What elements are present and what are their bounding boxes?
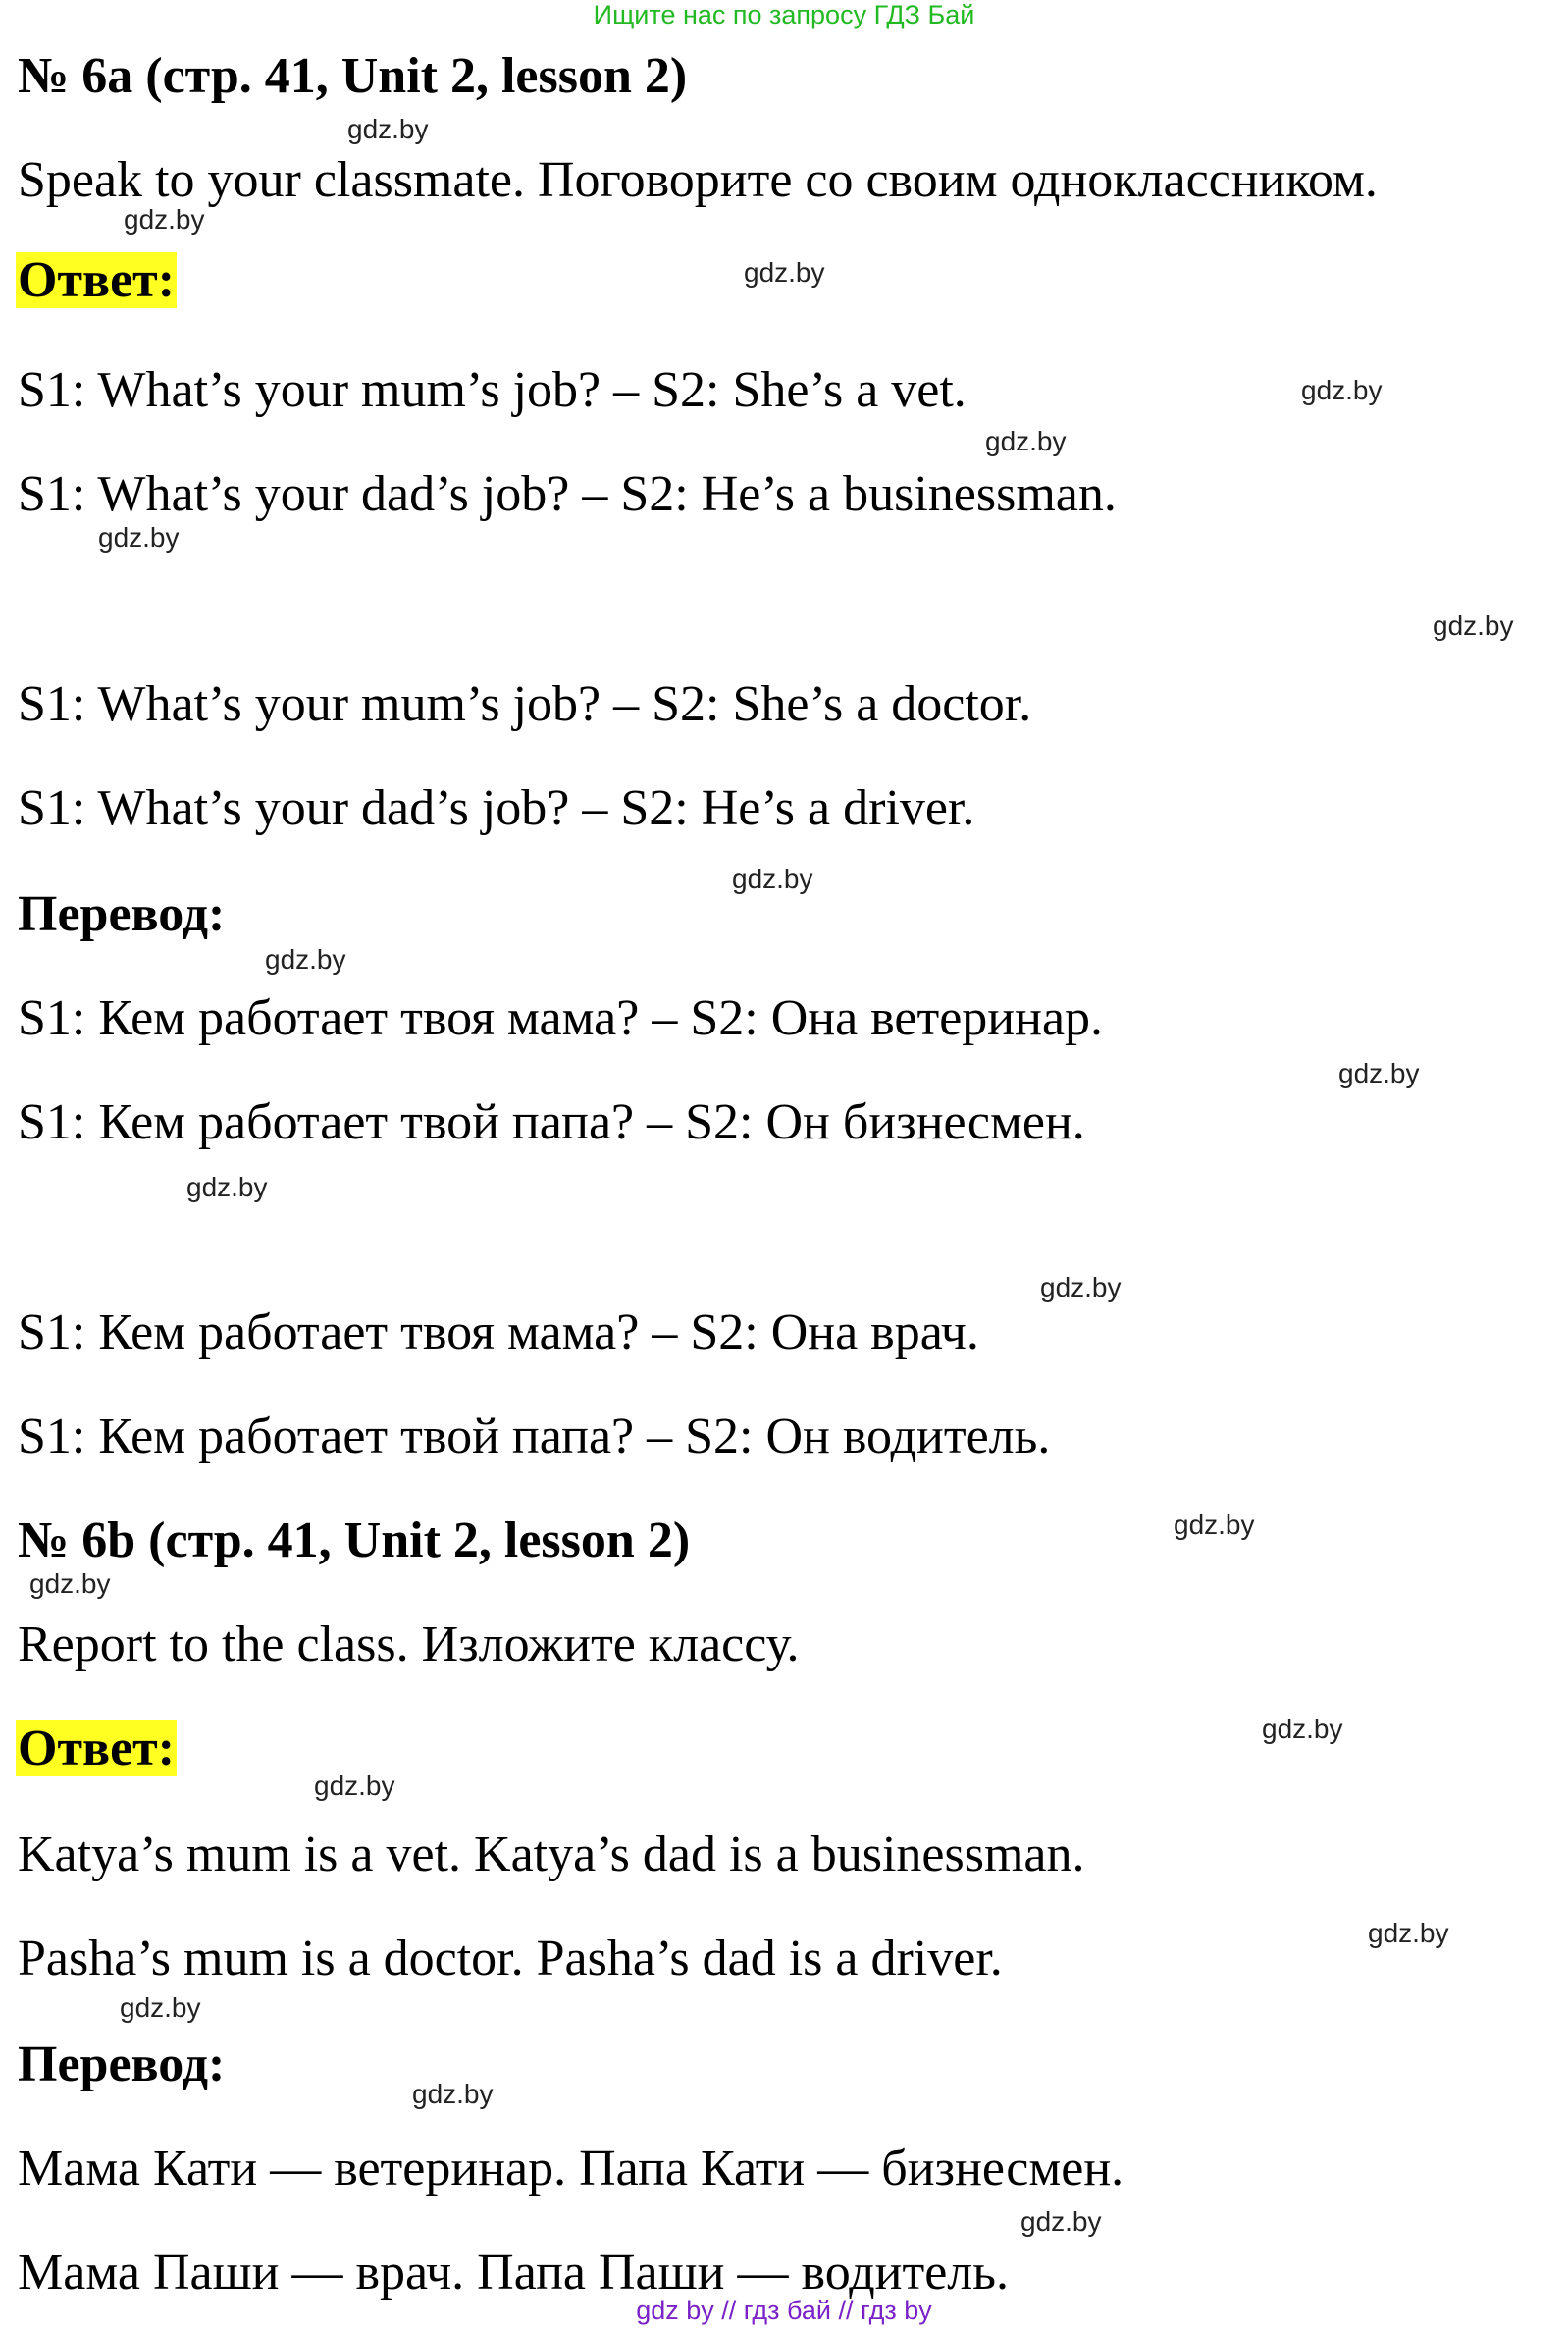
task-b-translation-line: Мама Кати — ветеринар. Папа Кати — бизнесмен.	[18, 2141, 1124, 2197]
task-b-heading: № 6b (стр. 41, Unit 2, lesson 2)	[18, 1512, 691, 1568]
watermark: gdz.by	[1040, 1272, 1122, 1302]
watermark: gdz.by	[314, 1771, 395, 1801]
task-a-answer-line: S1: What’s your mum’s job? – S2: She’s a vet.	[18, 362, 967, 418]
watermark: gdz.by	[985, 426, 1067, 456]
footer-links[interactable]: gdz by // гдз бай // гдз by	[636, 2296, 932, 2325]
watermark: gdz.by	[1368, 1918, 1449, 1948]
watermark: gdz.by	[744, 257, 825, 288]
task-b-translation-label: Перевод:	[18, 2037, 226, 2092]
task-a-answer-line: S1: What’s your dad’s job? – S2: He’s a businessman.	[18, 466, 1117, 522]
watermark: gdz.by	[1174, 1509, 1255, 1540]
task-a-instruction: Speak to your classmate. Поговорите со своим одноклассником.	[18, 152, 1378, 208]
task-b-answer-label: Ответ:	[18, 1720, 176, 1776]
task-a-answer-label: Ответ:	[18, 252, 176, 308]
watermark: gdz.by	[1262, 1714, 1343, 1744]
task-a-translation-line: S1: Кем работает твоя мама? – S2: Она ветеринар.	[18, 990, 1104, 1046]
top-banner-link[interactable]: Ищите нас по запросу ГДЗ Бай	[593, 0, 975, 29]
task-b-instruction: Report to the class. Изложите классу.	[18, 1616, 800, 1672]
task-a-answer-line: S1: What’s your mum’s job? – S2: She’s a doctor.	[18, 676, 1032, 732]
watermark: gdz.by	[1301, 375, 1383, 405]
watermark: gdz.by	[347, 114, 429, 144]
watermark: gdz.by	[29, 1568, 111, 1599]
watermark: gdz.by	[1338, 1058, 1420, 1088]
watermark: gdz.by	[98, 522, 180, 553]
task-a-answer-line: S1: What’s your dad’s job? – S2: He’s a driver.	[18, 780, 975, 836]
watermark: gdz.by	[1020, 2206, 1102, 2237]
task-b-answer-line: Pasha’s mum is a doctor. Pasha’s dad is a driver.	[18, 1931, 1003, 1986]
watermark: gdz.by	[124, 204, 205, 235]
task-a-heading: № 6a (стр. 41, Unit 2, lesson 2)	[18, 48, 688, 104]
task-a-translation-label: Перевод:	[18, 886, 226, 942]
watermark: gdz.by	[412, 2079, 494, 2109]
watermark: gdz.by	[732, 864, 813, 894]
task-b-answer-line: Katya’s mum is a vet. Katya’s dad is a businessman.	[18, 1826, 1085, 1882]
task-a-translation-line: S1: Кем работает твой папа? – S2: Он бизнесмен.	[18, 1094, 1085, 1150]
task-a-translation-line: S1: Кем работает твой папа? – S2: Он водитель.	[18, 1408, 1051, 1464]
watermark: gdz.by	[120, 1992, 201, 2023]
watermark: gdz.by	[186, 1172, 268, 1202]
task-a-translation-line: S1: Кем работает твоя мама? – S2: Она врач.	[18, 1304, 979, 1360]
watermark: gdz.by	[1433, 610, 1514, 641]
task-b-translation-line: Мама Паши — врач. Папа Паши — водитель.	[18, 2245, 1009, 2301]
watermark: gdz.by	[265, 944, 346, 975]
